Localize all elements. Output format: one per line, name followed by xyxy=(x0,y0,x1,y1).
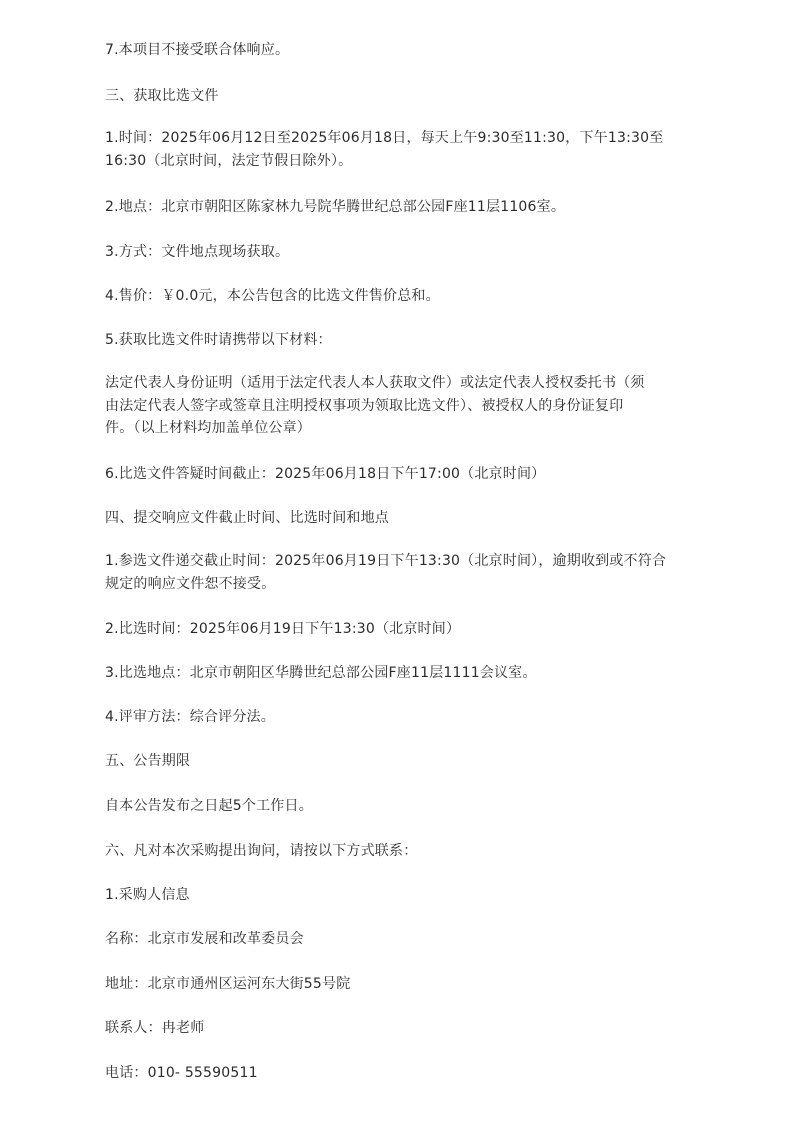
evaluation-method-item: 4.评审方法：综合评分法。 xyxy=(105,709,275,725)
purchaser-address: 地址：北京市通州区运河东大街55号院 xyxy=(105,976,351,992)
clause-7-consortium: 7.本项目不接受联合体响应。 xyxy=(105,42,290,58)
materials-line-3: 件。（以上材料均加盖单位公章） xyxy=(105,420,311,436)
price-item: 4.售价：￥0.0元，本公告包含的比选文件售价总和。 xyxy=(105,288,440,304)
materials-paragraph xyxy=(105,372,695,440)
section-6-heading: 六、凡对本次采购提出询问，请按以下方式联系： xyxy=(105,843,418,859)
materials-line-1: 法定代表人身份证明（适用于法定代表人本人获取文件）或法定代表人授权委托书（须 xyxy=(105,375,645,391)
qa-deadline-item: 6.比选文件答疑时间截止：2025年06月18日下午17:00（北京时间） xyxy=(105,466,546,482)
purchaser-name: 名称：北京市发展和改革委员会 xyxy=(105,931,304,947)
submission-deadline-paragraph xyxy=(105,550,695,595)
materials-heading: 5.获取比选文件时请携带以下材料： xyxy=(105,332,332,348)
purchaser-info-heading: 1.采购人信息 xyxy=(105,887,190,903)
submission-line-1: 1.参选文件递交截止时间：2025年06月19日下午13:30（北京时间），逾期收到或不符合 xyxy=(105,553,667,569)
time-line-1: 1.时间：2025年06月12日至2025年06月18日，每天上午9:30至11:30，下午13:30至 xyxy=(105,130,664,146)
selection-time-item: 2.比选时间：2025年06月19日下午13:30（北京时间） xyxy=(105,621,461,637)
location-item: 2.地点：北京市朝阳区陈家林九号院华腾世纪总部公园F座11层1106室。 xyxy=(105,199,566,215)
selection-location-item: 3.比选地点：北京市朝阳区华腾世纪总部公园F座11层1111会议室。 xyxy=(105,665,537,681)
purchaser-contact: 联系人：冉老师 xyxy=(105,1020,205,1036)
time-line-2: 16:30（北京时间，法定节假日除外）。 xyxy=(105,152,353,169)
time-paragraph xyxy=(105,127,695,172)
section-3-heading: 三、获取比选文件 xyxy=(105,88,219,104)
purchaser-phone: 电话：010- 55590511 xyxy=(105,1065,258,1081)
materials-line-2: 由法定代表人签字或签章且注明授权事项为领取比选文件）、被授权人的身份证复印 xyxy=(105,397,624,414)
method-item: 3.方式：文件地点现场获取。 xyxy=(105,244,290,260)
section-4-heading: 四、提交响应文件截止时间、比选时间和地点 xyxy=(105,510,389,526)
notice-period-item: 自本公告发布之日起5个工作日。 xyxy=(105,798,313,814)
submission-line-2: 规定的响应文件恕不接受。 xyxy=(105,575,276,592)
section-5-heading: 五、公告期限 xyxy=(105,753,191,769)
